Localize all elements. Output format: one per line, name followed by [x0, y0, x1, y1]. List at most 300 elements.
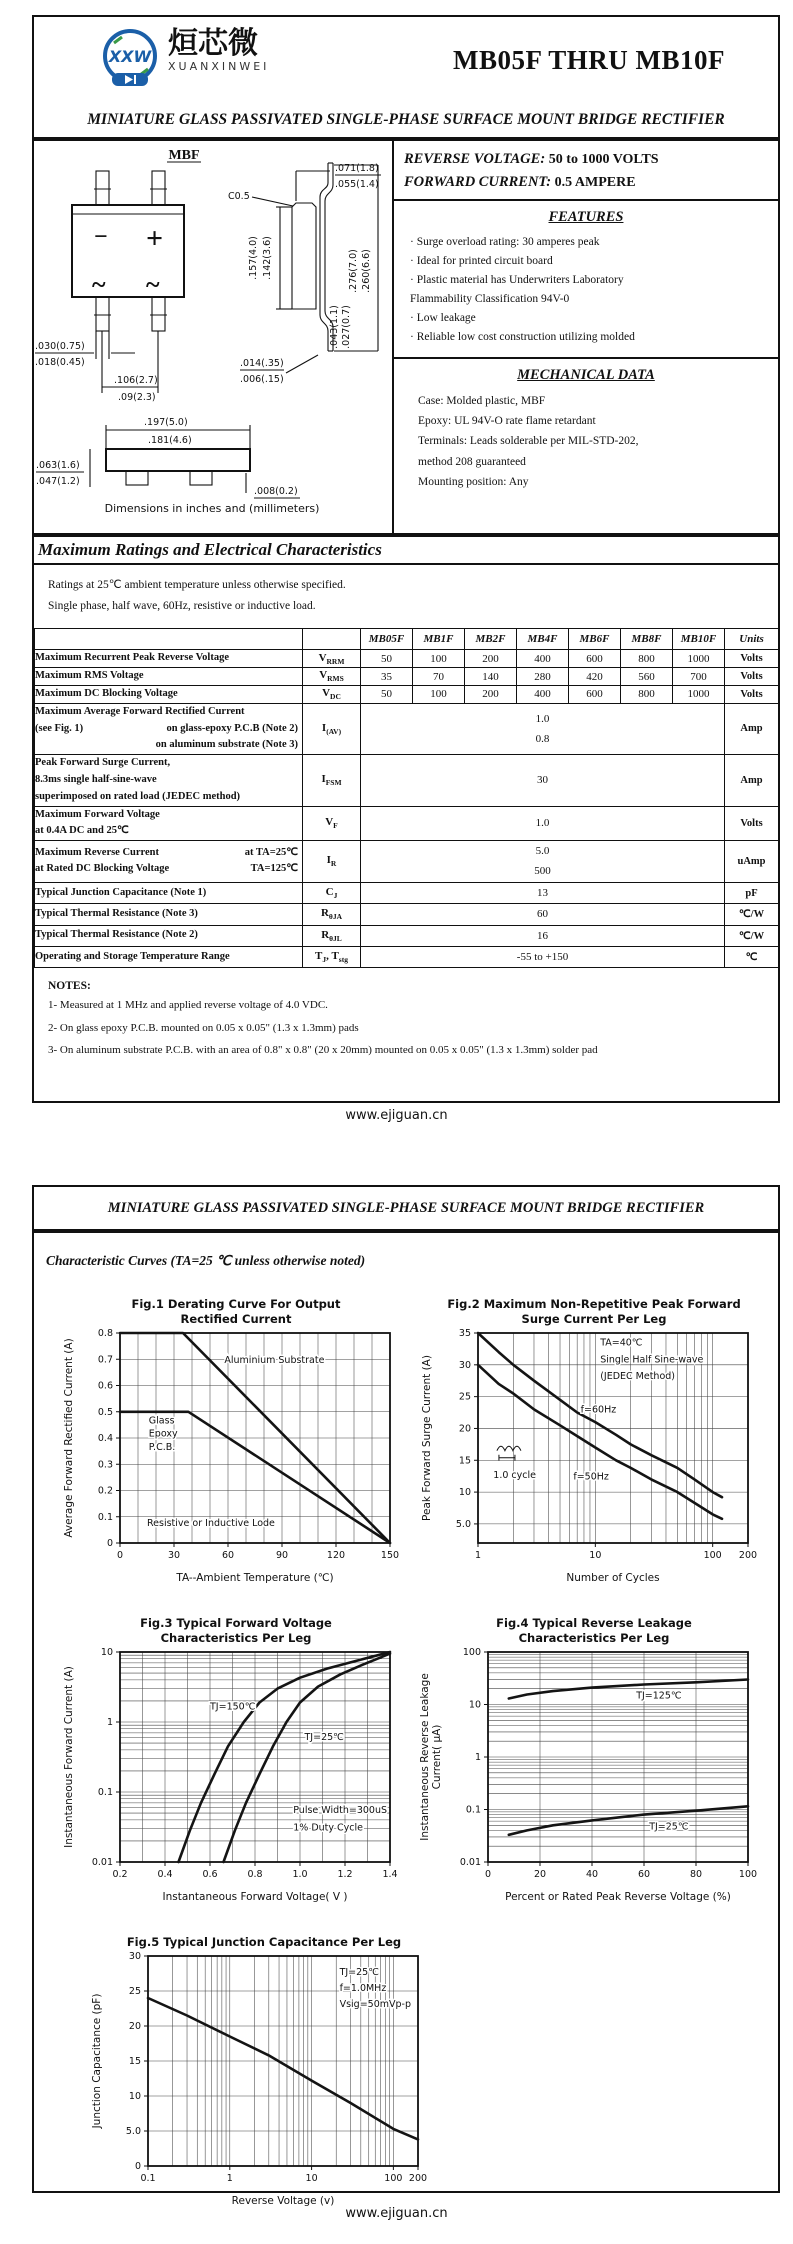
table-header-row [35, 629, 779, 650]
model-col-header: MB05F [361, 629, 413, 650]
y-tick-label: 10 [468, 1699, 481, 1711]
fig-title-line: Fig.1 Derating Curve For Output [131, 1297, 341, 1311]
fig-title-line: Fig.2 Maximum Non-Repetitive Peak Forward [447, 1297, 741, 1311]
y-tick-label: 0 [134, 2160, 141, 2172]
x-tick-label: 60 [637, 1868, 651, 1880]
chart-annotation: Epoxy [148, 1428, 178, 1440]
mechanical-line: Case: Molded plastic, MBF [418, 395, 546, 408]
row-label-cell [35, 703, 303, 754]
dim-lead-t-max: .014(.35) [240, 358, 284, 369]
condition-line: Single phase, half wave, 60Hz, resistive or inductive load. [48, 599, 316, 612]
reverse-voltage-value: 50 to 1000 VOLTS [548, 152, 659, 167]
package-name: MBF [168, 148, 200, 163]
units-cell: ℃/W [725, 925, 779, 946]
dim-top-w-max: .071(1.8) [335, 163, 379, 174]
y-tick-label: 30 [458, 1359, 471, 1371]
y-tick-label: 30 [128, 1950, 141, 1962]
cycle-measure-icon [499, 1455, 515, 1461]
model-col-header: MB6F [569, 629, 621, 650]
package-caption: Dimensions in inches and (millimeters) [104, 502, 320, 515]
symbol-sub: R [330, 859, 337, 869]
symbol-main: V [319, 669, 328, 682]
y-axis-label: Junction Capacitance (pF) [91, 1993, 103, 2129]
header [34, 17, 778, 103]
x-tick-label: 120 [326, 1549, 346, 1561]
row-label-cell [35, 841, 303, 883]
model-col-header: MB2F [465, 629, 517, 650]
model-col-header: MB8F [621, 629, 673, 650]
symbol-cell [303, 946, 361, 967]
chart-annotation: f=1.0MHz [339, 1982, 387, 1994]
series-curve [509, 1679, 748, 1698]
row-label-line: Maximum Average Forward Rectified Current [35, 705, 245, 717]
dim-body-h-min: .142(3.6) [262, 236, 273, 280]
symbol-cell [303, 685, 361, 703]
row-label-line [35, 737, 302, 754]
side-elevation [36, 417, 300, 498]
mechanical-heading: MECHANICAL DATA [517, 367, 655, 384]
symbol-sub: (AV) [326, 727, 342, 737]
label-left: Maximum Reverse Current [35, 846, 160, 858]
x-tick-label: 1.4 [382, 1868, 398, 1880]
y-axis-label: Peak Forward Surge Current (A) [421, 1354, 433, 1521]
empty-header-cell [303, 629, 361, 650]
page2-subtitle: MINIATURE GLASS PASSIVATED SINGLE-PHASE SURFACE MOUNT BRIDGE RECTIFIER [34, 1187, 778, 1233]
units-cell: Volts [725, 650, 779, 668]
symbol-main: V [325, 816, 334, 829]
table-row [35, 946, 779, 967]
symbol-main: R [320, 907, 329, 920]
table-row [35, 806, 779, 841]
symbol-main: I [321, 721, 327, 734]
row-label-line: Peak Forward Surge Current, [35, 757, 171, 769]
y-tick-label: 10 [128, 2090, 141, 2102]
model-col-header: MB10F [673, 629, 725, 650]
y-tick-label: 0.5 [97, 1406, 113, 1418]
chart-annotation: TA=40℃ [600, 1337, 643, 1349]
series-curve [478, 1365, 722, 1519]
y-tick-label: 0 [106, 1537, 113, 1549]
note-item: 2- On glass epoxy P.C.B. mounted on 0.05 x 0.05" (1.3 x 1.3mm) pads [48, 1021, 359, 1034]
row-label-line: at 0.4A DC and 25℃ [35, 825, 129, 837]
page1-footer-url: www.ejiguan.cn [345, 1108, 448, 1123]
package-name-label [167, 148, 201, 163]
lead-width-dim [35, 331, 135, 368]
chart-annotation: f=50Hz [573, 1471, 609, 1483]
curves-section-heading: Characteristic Curves (TA=25 ℃ unless otherwise noted) [46, 1253, 366, 1268]
x-tick-label: 90 [275, 1549, 289, 1561]
dim-standoff: .008(0.2) [254, 486, 298, 497]
value-stack [361, 883, 724, 903]
row-label-line [35, 845, 302, 862]
x-tick-label: 1.0 [292, 1868, 308, 1880]
y-tick-label: 100 [462, 1646, 481, 1658]
row-label-line: Typical Junction Capacitance (Note 1) [35, 886, 207, 898]
mechanical-block [394, 359, 778, 500]
notes-block [34, 968, 778, 1070]
value-cell: 140 [465, 668, 517, 686]
value-cell-span [361, 841, 725, 883]
row-label-line [35, 861, 302, 878]
y-tick-label: 0.7 [97, 1354, 113, 1366]
x-axis-label: Number of Cycles [566, 1571, 660, 1584]
y-tick-label: 35 [458, 1327, 471, 1339]
ac2-mark: ~ [146, 270, 160, 299]
test-conditions [34, 565, 778, 628]
row-label-cell [35, 668, 303, 686]
figure-row-3 [34, 1935, 778, 2215]
units-cell: Volts [725, 685, 779, 703]
dim-overall-h-min: .260(6.6) [361, 249, 372, 293]
dim-body-w-max: .197(5.0) [144, 417, 188, 428]
model-col-header: MB1F [413, 629, 465, 650]
dim-pitch-max: .106(2.7) [114, 375, 158, 386]
value-stack [361, 904, 724, 924]
symbol-sub: RRM [326, 656, 345, 666]
chart-annotation: Vsig=50mVp-p [339, 1998, 412, 2010]
x-tick-label: 200 [738, 1549, 758, 1561]
row-label-line: Maximum Recurrent Peak Reverse Voltage [35, 652, 230, 664]
value-cell: 50 [361, 650, 413, 668]
y-tick-label: 1 [474, 1751, 481, 1763]
row-label-line: Typical Thermal Resistance (Note 3) [35, 907, 198, 919]
mechanical-line: Mounting position: Any [418, 475, 529, 488]
x-tick-label: 0 [484, 1868, 492, 1880]
row-label-line: superimposed on rated load (JEDEC method) [35, 790, 241, 802]
chart-annotation: f=60Hz [580, 1404, 617, 1416]
company-logo [34, 17, 400, 103]
value-cell: 100 [413, 650, 465, 668]
fig-title-line: Characteristics Per Leg [160, 1630, 312, 1645]
symbol-main: C [325, 885, 334, 898]
mechanical-line: method 208 guaranteed [418, 455, 526, 468]
y-tick-label: 10 [458, 1486, 471, 1498]
units-cell: uAmp [725, 841, 779, 883]
dim-lead-l-max: .043(1.1) [329, 305, 340, 349]
row-label-line [35, 721, 302, 738]
label-right: at TA=25℃ [244, 846, 298, 858]
row-label-line: Maximum RMS Voltage [35, 670, 144, 682]
symbol-sub: RMS [327, 674, 344, 684]
page2-footer-url: www.ejiguan.cn [345, 2206, 448, 2221]
value-cell: 200 [465, 650, 517, 668]
symbol-main: I [321, 773, 326, 786]
value-line: 1.0 [535, 817, 550, 830]
symbol-sub: θJA [328, 912, 343, 922]
chart-annotation: 1.0 cycle [493, 1469, 536, 1481]
value-cell: 560 [621, 668, 673, 686]
datasheet-page-2 [32, 1185, 780, 2207]
value-line: 500 [534, 865, 551, 878]
x-tick-label: 0.8 [247, 1868, 263, 1880]
symbol-cell [303, 806, 361, 841]
logo-letters: XXW [108, 47, 152, 66]
features-heading: FEATURES [548, 209, 624, 226]
logo-icon [100, 27, 162, 93]
value-cell-span [361, 925, 725, 946]
y-tick-label: 5.0 [125, 2125, 141, 2137]
fig-title-line: Fig.3 Typical Forward Voltage [140, 1615, 332, 1630]
annotations [209, 1701, 387, 1833]
x-tick-label: 30 [167, 1549, 181, 1561]
figure-row-2 [34, 1616, 778, 1911]
symbol-main: T [315, 949, 323, 962]
x-tick-label: 10 [589, 1549, 602, 1561]
table-row [35, 668, 779, 686]
forward-current-line [404, 171, 770, 194]
y-tick-label: 0.6 [97, 1380, 113, 1392]
symbol-sub: FSM [325, 778, 342, 788]
units-cell: ℃/W [725, 904, 779, 925]
symbol-sub: stg [338, 955, 348, 965]
front-view [72, 171, 184, 331]
label-right: on glass-epoxy P.C.B (Note 2) [166, 722, 298, 734]
y-tick-label: 0.01 [91, 1856, 113, 1868]
row-label-line: Typical Thermal Resistance (Note 2) [35, 929, 198, 941]
symbol-sub: DC [330, 692, 341, 702]
x-tick-label: 80 [689, 1868, 703, 1880]
value-stack [361, 770, 724, 790]
value-line: 30 [537, 774, 548, 787]
fig1-block [60, 1297, 412, 1592]
notes-list [48, 994, 764, 1062]
document-subtitle: MINIATURE GLASS PASSIVATED SINGLE-PHASE SURFACE MOUNT BRIDGE RECTIFIER [34, 103, 778, 141]
table-row [35, 685, 779, 703]
chart-annotation: 1% Duty Cycle [293, 1822, 364, 1834]
value-cell: 700 [673, 668, 725, 686]
dim-chamfer: C0.5 [228, 191, 250, 202]
symbol-cell [303, 904, 361, 925]
x-tick-label: 20 [533, 1868, 547, 1880]
chart-annotation: TJ=125℃ [636, 1690, 682, 1702]
symbol-cell [303, 882, 361, 903]
page-title: MB05F THRU MB10F [453, 44, 725, 75]
y-tick-label: 1 [106, 1716, 113, 1728]
feature-item: · Surge overload rating: 30 amperes peak [410, 236, 600, 249]
value-cell: 70 [413, 668, 465, 686]
chart-annotation: TJ=150℃ [210, 1701, 256, 1713]
row-label-cell [35, 904, 303, 925]
y-axis-label: Instantaneous Forward Current (A) [63, 1665, 75, 1848]
fig-title-line: Fig.4 Typical Reverse Leakage [496, 1615, 692, 1630]
row-label-cell [35, 650, 303, 668]
label-left: at Rated DC Blocking Voltage [35, 863, 170, 875]
value-cell: 1000 [673, 685, 725, 703]
units-cell: pF [725, 882, 779, 903]
y-tick-label: 15 [128, 2055, 141, 2067]
x-tick-label: 100 [738, 1868, 758, 1880]
y-tick-label: 0.4 [97, 1432, 113, 1444]
note-item: 1- Measured at 1 MHz and applied reverse voltage of 4.0 VDC. [48, 999, 328, 1012]
row-label-line: Maximum Forward Voltage [35, 808, 160, 820]
symbol-main: V [318, 651, 327, 664]
value-stack [361, 841, 724, 882]
x-axis-label: Instantaneous Forward Voltage( V ) [162, 1890, 348, 1903]
dim-height-min: .047(1.2) [36, 476, 80, 487]
value-line: 13 [537, 886, 548, 899]
fig-title-line: Characteristics Per Leg [518, 1630, 670, 1645]
voltage-current-block [394, 141, 778, 201]
value-cell-span [361, 806, 725, 841]
ac1-mark: ~ [92, 270, 106, 299]
reverse-voltage-line [404, 148, 770, 171]
notes-heading: NOTES: [48, 980, 91, 993]
y-tick-label: 5.0 [455, 1518, 471, 1530]
x-tick-label: 100 [703, 1549, 722, 1561]
symbol-cell [303, 650, 361, 668]
dim-lead-t-min: .006(.15) [240, 374, 284, 385]
chart-annotation: TJ=25℃ [649, 1821, 689, 1833]
series [148, 1998, 418, 2139]
value-cell-span [361, 904, 725, 925]
value-stack [361, 926, 724, 946]
x-tick-label: 0.2 [112, 1868, 128, 1880]
y-tick-label: 10 [100, 1646, 113, 1658]
chart-annotation: Pulse Width=300uS [293, 1804, 388, 1816]
note-item: 3- On aluminum substrate P.C.B. with an area of 0.8" x 0.8" (20 x 20mm) mounted on 0.05 x 0.05" (1.3 x 1.3mm) solder pad [48, 1044, 598, 1057]
feature-item: · Low leakage [410, 312, 476, 325]
row-label-line: Operating and Storage Temperature Range [35, 950, 230, 962]
row-label-cell [35, 882, 303, 903]
table-row [35, 841, 779, 883]
fig2-chart [418, 1327, 768, 1587]
feature-item: · Plastic material has Underwriters Laboratory [410, 274, 624, 287]
x-tick-label: 0.6 [202, 1868, 218, 1880]
units-cell: Amp [725, 755, 779, 806]
fig3-block [60, 1616, 412, 1911]
datasheet-page-1 [32, 15, 780, 1103]
empty-header-cell [35, 629, 303, 650]
dim-pitch-min: .09(2.3) [118, 392, 156, 403]
row-label-cell [35, 946, 303, 967]
symbol-sub: J [333, 891, 338, 901]
row-label-line: 8.3ms single half-sine-wave [35, 773, 157, 785]
value-cell-span [361, 946, 725, 967]
value-line: 16 [537, 929, 548, 942]
forward-current-value: 0.5 AMPERE [554, 174, 636, 190]
features-block [394, 201, 778, 359]
chart-annotation: Single Half Sine-wave [600, 1354, 704, 1366]
value-cell: 400 [517, 650, 569, 668]
upper-columns [34, 141, 778, 533]
units-cell: Amp [725, 703, 779, 754]
chart-annotation: P.C.B. [148, 1441, 176, 1453]
fig4-block [418, 1616, 770, 1911]
x-tick-label: 60 [221, 1549, 235, 1561]
y-tick-label: 20 [458, 1423, 471, 1435]
x-tick-label: 0.1 [140, 2172, 156, 2184]
units-cell: Volts [725, 668, 779, 686]
tick-labels [92, 1647, 398, 1880]
dim-lead-w-min: .018(0.45) [35, 357, 85, 368]
x-tick-label: 100 [384, 2172, 403, 2184]
feature-item: Flammability Classification 94V-0 [410, 293, 570, 306]
model-col-header: MB4F [517, 629, 569, 650]
chart-annotation: Glass [148, 1415, 175, 1427]
units-cell: ℃ [725, 946, 779, 967]
dim-lead-w-max: .030(0.75) [35, 341, 85, 352]
symbol-sub: J [322, 955, 327, 965]
value-cell: 420 [569, 668, 621, 686]
value-stack [361, 709, 724, 750]
fig5-chart [88, 1950, 438, 2210]
side-view [228, 163, 381, 385]
y-tick-label: 0.8 [97, 1327, 113, 1339]
fig4-chart [418, 1646, 768, 1906]
y-tick-label: 0.1 [97, 1511, 113, 1523]
symbol-main: , T [326, 949, 339, 962]
value-line: 5.0 [535, 845, 550, 858]
symbol-main: I [326, 854, 331, 867]
chart-annotation: Resistive or Inductive Lode [147, 1517, 275, 1529]
dim-body-h-max: .157(4.0) [248, 236, 259, 280]
fig1-chart [60, 1327, 410, 1587]
dim-lead-l-min: .027(0.7) [341, 305, 352, 349]
value-cell-span [361, 703, 725, 754]
value-cell: 35 [361, 668, 413, 686]
y-tick-label: 0.1 [97, 1786, 113, 1798]
figure-row-1 [34, 1297, 778, 1592]
table-row [35, 925, 779, 946]
fig-title-line: Rectified Current [180, 1311, 292, 1326]
chart-annotation: TJ=25℃ [339, 1966, 379, 1978]
chart-annotation: (JEDEC Method) [600, 1370, 676, 1382]
value-line: 1.0 [535, 712, 550, 725]
table-row [35, 650, 779, 668]
value-cell: 600 [569, 650, 621, 668]
symbol-cell [303, 755, 361, 806]
value-cell: 1000 [673, 650, 725, 668]
x-tick-label: 40 [585, 1868, 599, 1880]
logo-text [168, 27, 269, 73]
value-cell-span [361, 882, 725, 903]
plus-mark: + [146, 222, 164, 255]
feature-item: · Ideal for printed circuit board [410, 255, 553, 268]
brand-name-en: XUANXINWEI [168, 60, 270, 73]
fig3-chart [60, 1646, 410, 1906]
chart-annotation: Aluminium Substrate [224, 1355, 325, 1367]
fig-title-line: Fig.5 Typical Junction Capacitance Per Leg [126, 1934, 402, 1949]
mechanical-line: Epoxy: UL 94V-O rate flame retardant [418, 415, 596, 428]
section-heading: Maximum Ratings and Electrical Characteristics [34, 533, 778, 565]
value-stack [361, 813, 724, 833]
reverse-voltage-label: REVERSE VOLTAGE: [404, 151, 546, 167]
symbol-cell [303, 841, 361, 883]
ratings-table [34, 628, 779, 968]
y-tick-label: 25 [128, 1985, 141, 1997]
condition-line: Ratings at 25℃ ambient temperature unless otherwise specified. [48, 579, 346, 591]
value-cell: 800 [621, 685, 673, 703]
row-label-cell [35, 806, 303, 841]
table-row [35, 703, 779, 754]
y-axis-label: Instantaneous Reverse Leakage [419, 1672, 431, 1841]
label-right: on aluminum substrate (Note 3) [155, 739, 298, 751]
x-tick-label: 1 [226, 2172, 233, 2184]
row-label-cell [35, 685, 303, 703]
table-row [35, 882, 779, 903]
fig5-block [88, 1935, 440, 2215]
units-col-header: Units [725, 629, 779, 650]
value-cell: 400 [517, 685, 569, 703]
label-left: (see Fig. 1) [35, 722, 84, 734]
x-tick-label: 150 [380, 1549, 400, 1561]
value-cell: 800 [621, 650, 673, 668]
symbol-cell [303, 668, 361, 686]
value-cell: 280 [517, 668, 569, 686]
symbol-main: R [321, 928, 330, 941]
y-axis-label: Average Forward Rectified Current (A) [63, 1338, 75, 1538]
row-label-cell [35, 925, 303, 946]
